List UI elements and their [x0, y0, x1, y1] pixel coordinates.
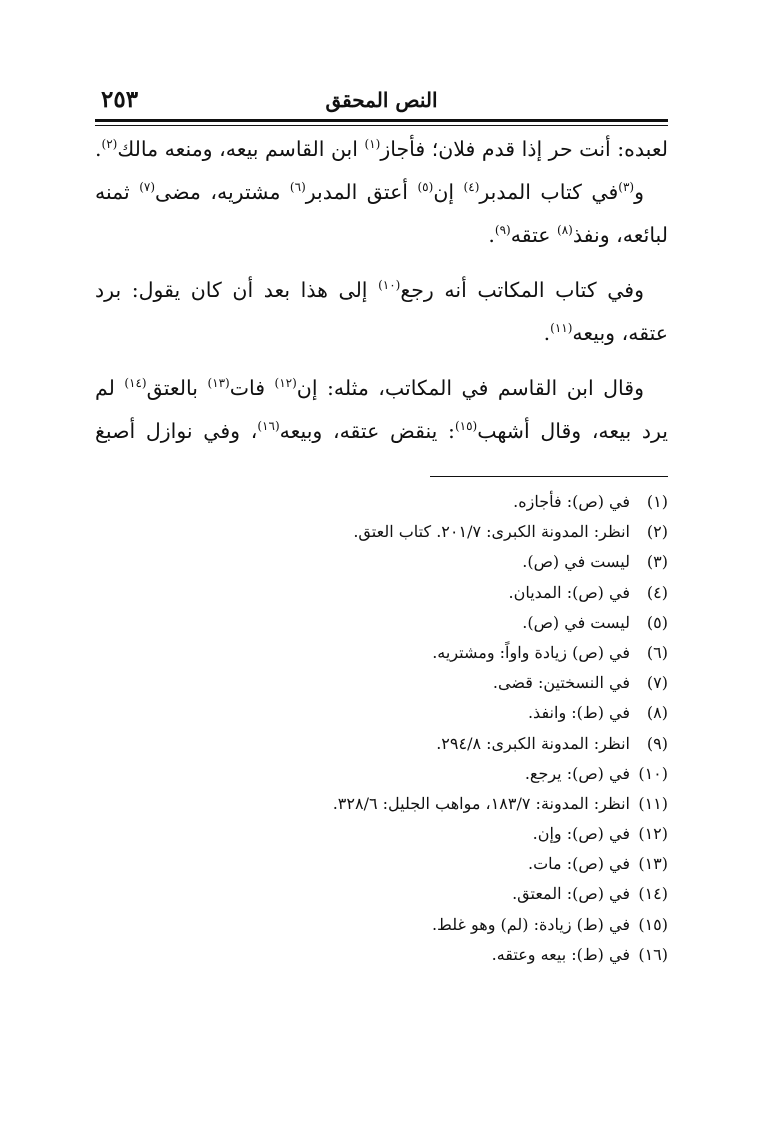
text-segment: وقال ابن القاسم في المكاتب، مثله: إن [296, 376, 644, 400]
running-title: النص المحقق [325, 88, 438, 112]
text-segment: لبائعه، ونفذ [572, 223, 668, 247]
footnote-item [160, 729, 668, 759]
text-segment: . [95, 137, 102, 161]
footnote-text: في (ط) زيادة: (لم) وهو غلط. [431, 914, 630, 934]
text-segment: ثمنه [95, 180, 140, 204]
footnote-text: في النسختين: قضى. [492, 673, 630, 693]
footnote-text: ليست في (ص). [522, 612, 630, 632]
footnote-text: انظر: المدونة: ١٨٣/٧، مواهب الجليل: ٣٢٨/٦. [332, 793, 630, 813]
footnote-number: (٦) [646, 642, 668, 662]
text-segment: . [488, 223, 495, 247]
text-segment: . [543, 321, 551, 345]
footnote-text: في (ص): وإن. [532, 824, 630, 844]
page-number: ٢٥٣ [101, 86, 139, 113]
text-line-4 [95, 269, 668, 312]
footnote-text: في (ص) زيادة واواً: ومشتريه. [432, 642, 630, 662]
text-segment: أعتق المدبر [305, 180, 418, 204]
text-segment: يرد بيعه، وقال أشهب [477, 419, 668, 443]
text-segment: في كتاب المدبر [479, 180, 619, 204]
footnote-ref-6[interactable]: (٦) [289, 180, 306, 195]
paragraph-gap [95, 355, 668, 367]
footnote-item [160, 698, 668, 728]
footnote-text: في (ط): بيعه وعتقه. [491, 944, 630, 964]
footnote-text: انظر: المدونة الكبرى: ٢٠١/٧. كتاب العتق. [353, 522, 630, 542]
main-text [95, 128, 668, 453]
text-segment: لعبده: أنت حر إذا قدم فلان؛ فأجاز [380, 137, 668, 161]
footnote-item [160, 517, 668, 547]
footnote-text: انظر: المدونة الكبرى: ٢٩٤/٨. [436, 733, 630, 753]
footnote-number: (١٤) [638, 884, 668, 904]
header-rule-thin [95, 125, 668, 126]
footnote-item [160, 638, 668, 668]
footnote-number: (١) [646, 492, 668, 511]
text-line-7 [95, 410, 668, 453]
footnote-item [160, 789, 668, 819]
footnote-ref-8[interactable]: (٨) [557, 223, 573, 238]
footnote-ref-15[interactable]: (١٥) [454, 419, 478, 434]
footnote-number: (٤) [646, 582, 668, 602]
footnote-text: في (ص): المديان. [508, 582, 630, 602]
footnote-ref-7[interactable]: (٧) [139, 180, 156, 195]
paragraph-gap [95, 257, 668, 269]
header-rule-thick [95, 119, 668, 122]
text-line-5 [95, 312, 668, 355]
text-line-3 [95, 214, 668, 257]
footnote-item [160, 940, 668, 970]
footnote-number: (٥) [646, 612, 668, 632]
footnote-ref-14[interactable]: (١٤) [124, 376, 147, 391]
text-segment: عتقه [510, 223, 558, 247]
footnote-number: (٢) [646, 522, 668, 542]
text-segment: مشتريه، مضى [155, 180, 290, 204]
footnote-item [160, 849, 668, 879]
footnote-ref-11[interactable]: (١١) [550, 321, 573, 336]
text-line-6 [95, 367, 668, 410]
text-line-1 [95, 128, 668, 171]
footnote-number: (٧) [646, 673, 668, 693]
footnote-number: (١١) [638, 793, 668, 813]
footnote-ref-16[interactable]: (١٦) [257, 419, 280, 434]
footnote-ref-10[interactable]: (١٠) [378, 278, 401, 293]
text-segment: و [634, 180, 644, 204]
footnote-number: (٩) [646, 733, 668, 753]
page-header [95, 82, 668, 118]
footnote-item [160, 879, 668, 909]
footnote-ref-12[interactable]: (١٢) [274, 376, 297, 391]
footnote-text: في (ص): المعتق. [512, 884, 630, 904]
footnote-text: في (ط): وانفذ. [527, 703, 630, 723]
text-segment: إن [433, 180, 464, 204]
footnote-item [160, 759, 668, 789]
footnote-item [160, 819, 668, 849]
footnote-item [160, 668, 668, 698]
footnote-number: (١٥) [638, 914, 668, 934]
footnote-number: (٣) [646, 552, 668, 572]
footnote-item [160, 578, 668, 608]
footnote-number: (١٦) [638, 944, 668, 964]
footnote-number: (١٠) [638, 763, 668, 783]
footnote-item [160, 608, 668, 638]
text-segment: لم [95, 376, 125, 400]
text-line-2 [95, 171, 668, 214]
footnotes [160, 487, 668, 970]
footnote-ref-2[interactable]: (٢) [101, 137, 118, 152]
footnote-item [160, 910, 668, 940]
footnote-ref-3[interactable]: (٣) [618, 180, 635, 195]
text-segment: بالعتق [146, 376, 208, 400]
text-segment: ابن القاسم بيعه، ومنعه مالك [117, 137, 365, 161]
footnote-number: (١٢) [638, 824, 668, 844]
footnote-text: في (ص): يرجع. [524, 763, 630, 783]
text-segment: ، وفي نوازل أصبغ [95, 419, 258, 443]
text-segment: عتقه، وبيعه [572, 321, 668, 345]
footnote-ref-13[interactable]: (١٣) [207, 376, 230, 391]
footnote-ref-9[interactable]: (٩) [494, 223, 511, 238]
footnote-ref-5[interactable]: (٥) [417, 180, 434, 195]
footnote-text: في (ص): فأجازه. [513, 492, 630, 511]
footnote-item [160, 547, 668, 577]
footnote-item [160, 487, 668, 517]
text-segment: وفي كتاب المكاتب أنه رجع [400, 278, 644, 302]
text-segment: فات [229, 376, 275, 400]
footnote-text: في (ص): مات. [528, 854, 630, 874]
footnote-ref-1[interactable]: (١) [364, 137, 381, 152]
text-segment: إلى هذا بعد أن كان يقول: برد [95, 278, 379, 302]
footnote-number: (٨) [646, 703, 668, 723]
footnote-separator [430, 476, 668, 477]
footnote-text: ليست في (ص). [522, 552, 630, 572]
footnote-ref-4[interactable]: (٤) [463, 180, 480, 195]
footnote-number: (١٣) [638, 854, 668, 874]
text-segment: : ينقض عتقه، وبيعه [279, 419, 455, 443]
